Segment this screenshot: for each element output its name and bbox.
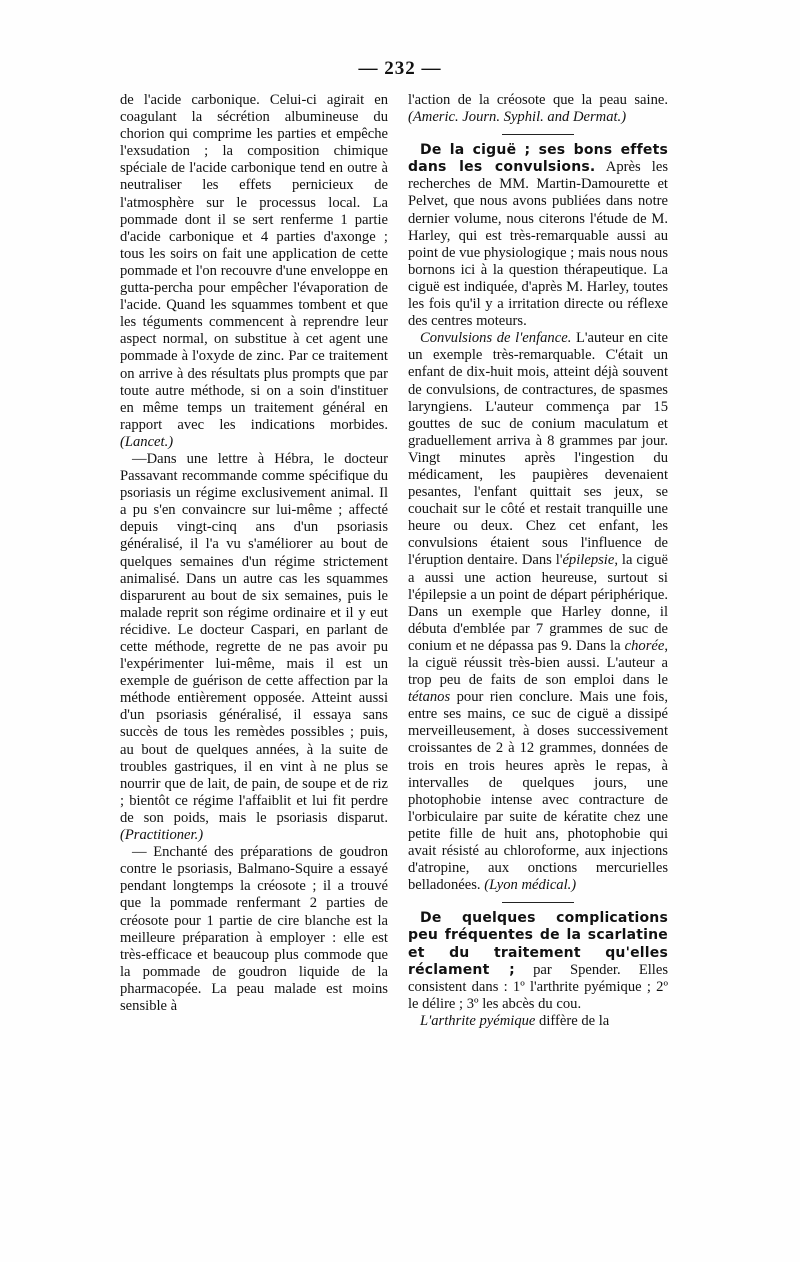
paragraph-acide-carbonique: de l'acide carbonique. Celui-ci agirait en coagulant la sécrétion albumineuse du chorion qui comprime les parties et empêche l'exsudation ; la composition chimique spéciale de l'acide carbonique tend en outre à neutraliser les effets pernicieux de l'atmosphère sur le processus local. La pommade dont il se sert renferme 1 partie d'acide carbonique et 4 parties d'axonge ; tous les soirs on fait une application de cette pommade et l'on recouvre d'une enveloppe en gutta-percha pour empêcher l'évaporation de l'acide. Quand les squammes tombent et que les téguments commencent à reprendre leur aspect normal, on substitue à cet agent une pommade à l'oxyde de zinc. Par ce traitement on arrive à des résultats plus prompts que par toute autre méthode, si on a soin d'instituer en même temps un traitement général en rapport avec les indications morbides. (Lancet.): [120, 92, 388, 450]
section-divider: [502, 902, 574, 903]
subsection-label: L'arthrite pyémique: [420, 1012, 536, 1029]
source-citation: (Practitioner.): [120, 827, 204, 844]
section-cigue: De la ciguë ; ses bons effets dans les convulsions. Après les recherches de MM. Martin-Damourette et Pelvet, que nous avons publiées dans notre dernier volume, nous citerons l'étude de M. Harley, qui est très-remarquable aussi au point de vue physiologique ; mais nous nous bornons ici à la question thérapeutique. La ciguë est indiquée, d'après M. Harley, toutes les fois qu'il y a irritation directe ou réflexe des centres moteurs.: [408, 142, 668, 330]
source-citation: (Lyon médical.): [484, 877, 577, 894]
page-number: — 232 —: [358, 58, 442, 79]
section-heading-cigue: De la ciguë ; ses bons effets dans les convulsions.: [408, 142, 668, 176]
paragraph-balmano-squire: — Enchanté des préparations de goudron contre le psoriasis, Balmano-Squire a essayé pendant longtemps la créosote ; il a trouvé que la pommade renfermant 2 parties de créosote pour 1 partie de cire blanche est la meilleure préparation à employer : elle est très-efficace et beaucoup plus commode que la pommade de goudron liquide de la pharmacopée. La peau malade est moins sensible à: [120, 844, 388, 1014]
source-citation: (Americ. Journ. Syphil. and Dermat.): [408, 109, 627, 126]
subsection-label: Convulsions de l'enfance.: [420, 330, 572, 347]
left-column: [120, 92, 388, 1015]
paragraph-passavant: —Dans une lettre à Hébra, le docteur Passavant recommande comme spécifique du psoriasis un régime exclusivement animal. Il a pu s'en convaincre sur lui-même ; affecté depuis vingt-cinq ans d'un psoriasis généralisé, il l'a vu s'améliorer au bout de quelques semaines d'un régime strictement animalisé. Dans un autre cas les squammes disparurent au bout de six semaines, puis le malade reprit son régime ordinaire et il y eut récidive. Le docteur Caspari, en parlant de cette méthode, regrette de ne pas avoir pu l'expérimenter lui-même, mais il est un exemple de guérison de cette affection par la méthode entièrement opposée. Atteint aussi d'un psoriasis généralisé, il essaya sans succès de tous les remèdes possibles ; puis, au bout de quelques années, à la suite de troubles gastriques, il en vint à ne plus se nourrir que de lait, de pain, de soupe et de riz ; bientôt ce régime l'affaiblit et lui fit perdre de son poids, mais le psoriasis disparut. (Practitioner.): [120, 450, 388, 844]
source-citation: (Lancet.): [120, 433, 174, 450]
section-divider: [502, 134, 574, 135]
paragraph-creosote-end: l'action de la créosote que la peau saine. (Americ. Journ. Syphil. and Dermat.): [408, 92, 668, 126]
right-column: [408, 92, 668, 1030]
paragraph-arthrite: L'arthrite pyémique diffère de la: [420, 1012, 610, 1029]
paragraph-convulsions-enfance: Convulsions de l'enfance. L'auteur en cite un exemple très-remarquable. C'était un enfant de dix-huit mois, atteint déjà souvent de convulsions, de contractures, de spasmes laryngiens. L'auteur commença par 15 gouttes de suc de conium maculatum et graduellement arriva à 8 grammes par jour. Vingt minutes après l'ingestion du médicament, les paupières devenaient pesantes, l'enfant quittait ses jeux, se couchait sur le côté et restait tranquille une heure ou deux. Chez cet enfant, les convulsions étaient sous l'influence de l'éruption dentaire. Dans l'épilepsie, la ciguë a aussi une action heureuse, surtout si l'épilepsie a un point de départ périphérique. Dans un exemple que Harley donne, il débuta d'emblée par 7 grammes de suc de conium et ne dépassa pas 9. Dans la chorée, la ciguë réussit très-bien aussi. L'auteur a trop peu de faits de son emploi dans le tétanos pour rien conclure. Mais une fois, entre ses mains, ce suc de ciguë a dissipé merveilleusement, à doses successivement croissantes de 2 à 12 grammes, données de trois en trois heures après le repas, à intervalles de quelques jours, une photophobie intense avec contracture de l'orbiculaire par suite de kératite chez une petite fille de huit ans, photophobie qui avait résisté au chloroforme, aux injections d'atropine, aux onctions mercurielles belladonées. (Lyon médical.): [408, 330, 668, 894]
section-scarlatine: De quelques complications peu fréquentes de la scarlatine et du traitement qu'elles réclament ; par Spender. Elles consistent dans : 1º l'arthrite pyémique ; 2º le délire ; 3º les abcès du cou.: [408, 910, 668, 1012]
section-heading-scarlatine: De quelques complications peu fréquentes de la scarlatine et du traitement qu'elles réclament ;: [408, 910, 668, 978]
